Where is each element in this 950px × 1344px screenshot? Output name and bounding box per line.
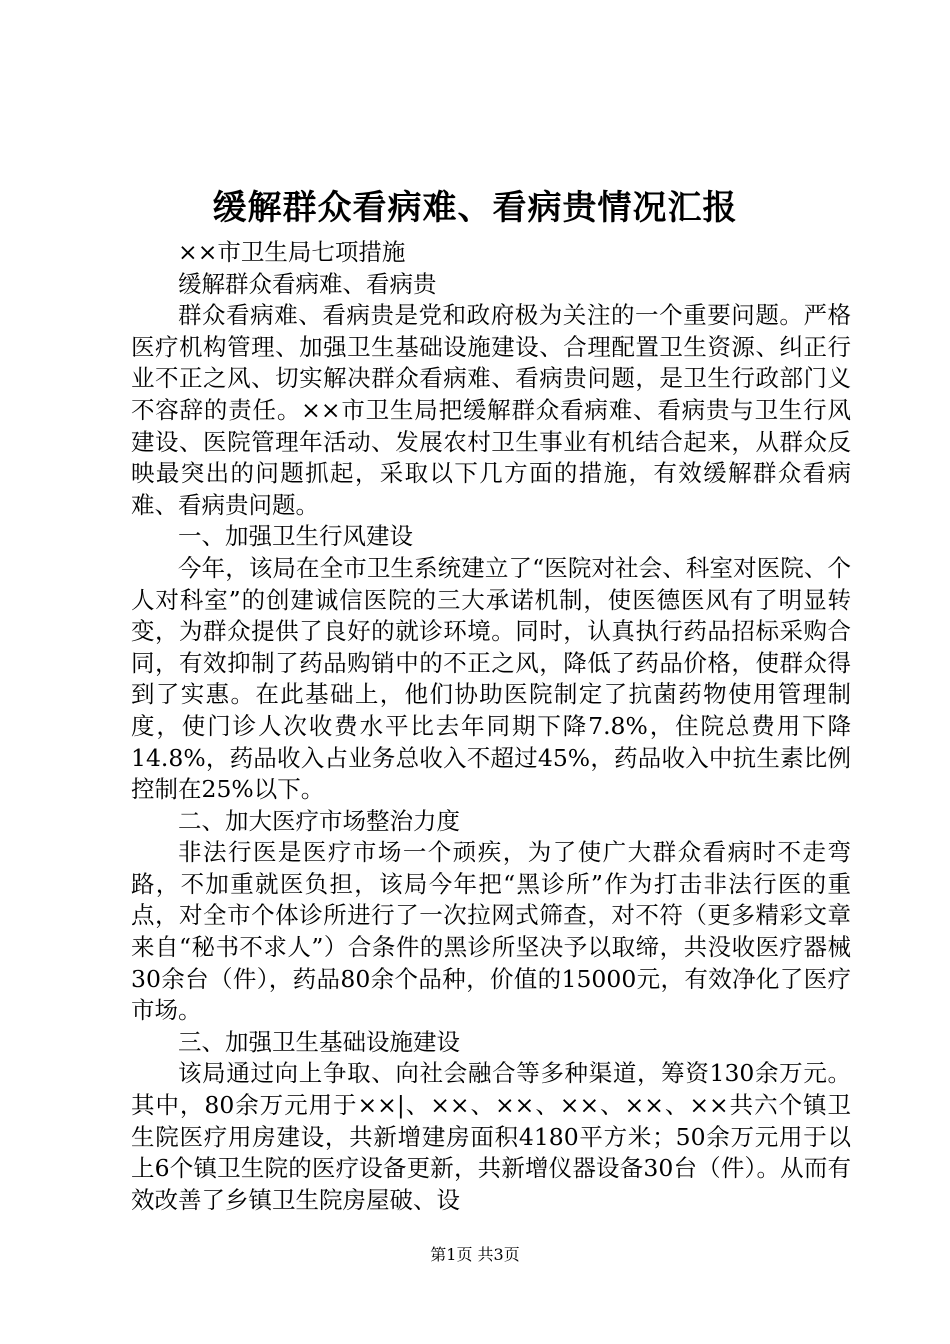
section-heading-2: 二、加大医疗市场整治力度 — [178, 806, 460, 835]
document-body — [131, 237, 851, 1216]
section-paragraph-1: 今年，该局在全市卫生系统建立了“医院对社会、科室对医院、个人对科室”的创建诚信医院的三大承诺机制，使医德医风有了明显转变，为群众提供了良好的就诊环境。同时，认真执行药品招标采购合同，有效抑制了药品购销中的不正之风，降低了药品价格，使群众得到了实惠。在此基础上，他们协助医院制定了抗菌药物使用管理制度，使门诊人次收费水平比去年同期下降7.8%，住院总费用下降14.8%，药品收入占业务总收入不超过45%，药品收入中抗生素比例控制在25%以下。 — [131, 553, 851, 804]
subtitle-line-1: ××市卫生局七项措施 — [178, 238, 406, 266]
section-paragraph-3: 该局通过向上争取、向社会融合等多种渠道，筹资130余万元。其中，80余万元用于××|、××、××、××、××、××共六个镇卫生院医疗用房建设，共新增建房面积4180平方米；50余万元用于以上6个镇卫生院的医疗设备更新，共新增仪器设备30台（件）。从而有效改善了乡镇卫生院房屋破、设 — [131, 1059, 851, 1214]
section-heading-3: 三、加强卫生基础设施建设 — [178, 1027, 460, 1056]
subtitle-line-2: 缓解群众看病难、看病贵 — [178, 269, 437, 298]
section-paragraph-2: 非法行医是医疗市场一个顽疾，为了使广大群众看病时不走弯路，不加重就医负担，该局今年把“黑诊所”作为打击非法行医的重点，对全市个体诊所进行了一次拉网式筛查，对不符（更多精彩文章来自“秘书不求人”）合条件的黑诊所坚决予以取缔，共没收医疗器械30余台（件），药品80余个品种，价值的15000元，有效净化了医疗市场。 — [131, 838, 851, 1025]
document-title: 缓解群众看病难、看病贵情况汇报 — [212, 188, 738, 228]
section-heading-1: 一、加强卫生行风建设 — [178, 522, 413, 551]
page-footer: 第1页 共3页 — [430, 1245, 520, 1264]
intro-paragraph: 群众看病难、看病贵是党和政府极为关注的一个重要问题。严格医疗机构管理、加强卫生基础设施建设、合理配置卫生资源、纠正行业不正之风、切实解决群众看病难、看病贵问题，是卫生行政部门义不容辞的责任。××市卫生局把缓解群众看病难、看病贵与卫生行风建设、医院管理年活动、发展农村卫生事业有机结合起来，从群众反映最突出的问题抓起，采取以下几方面的措施，有效缓解群众看病难、看病贵问题。 — [131, 301, 851, 519]
